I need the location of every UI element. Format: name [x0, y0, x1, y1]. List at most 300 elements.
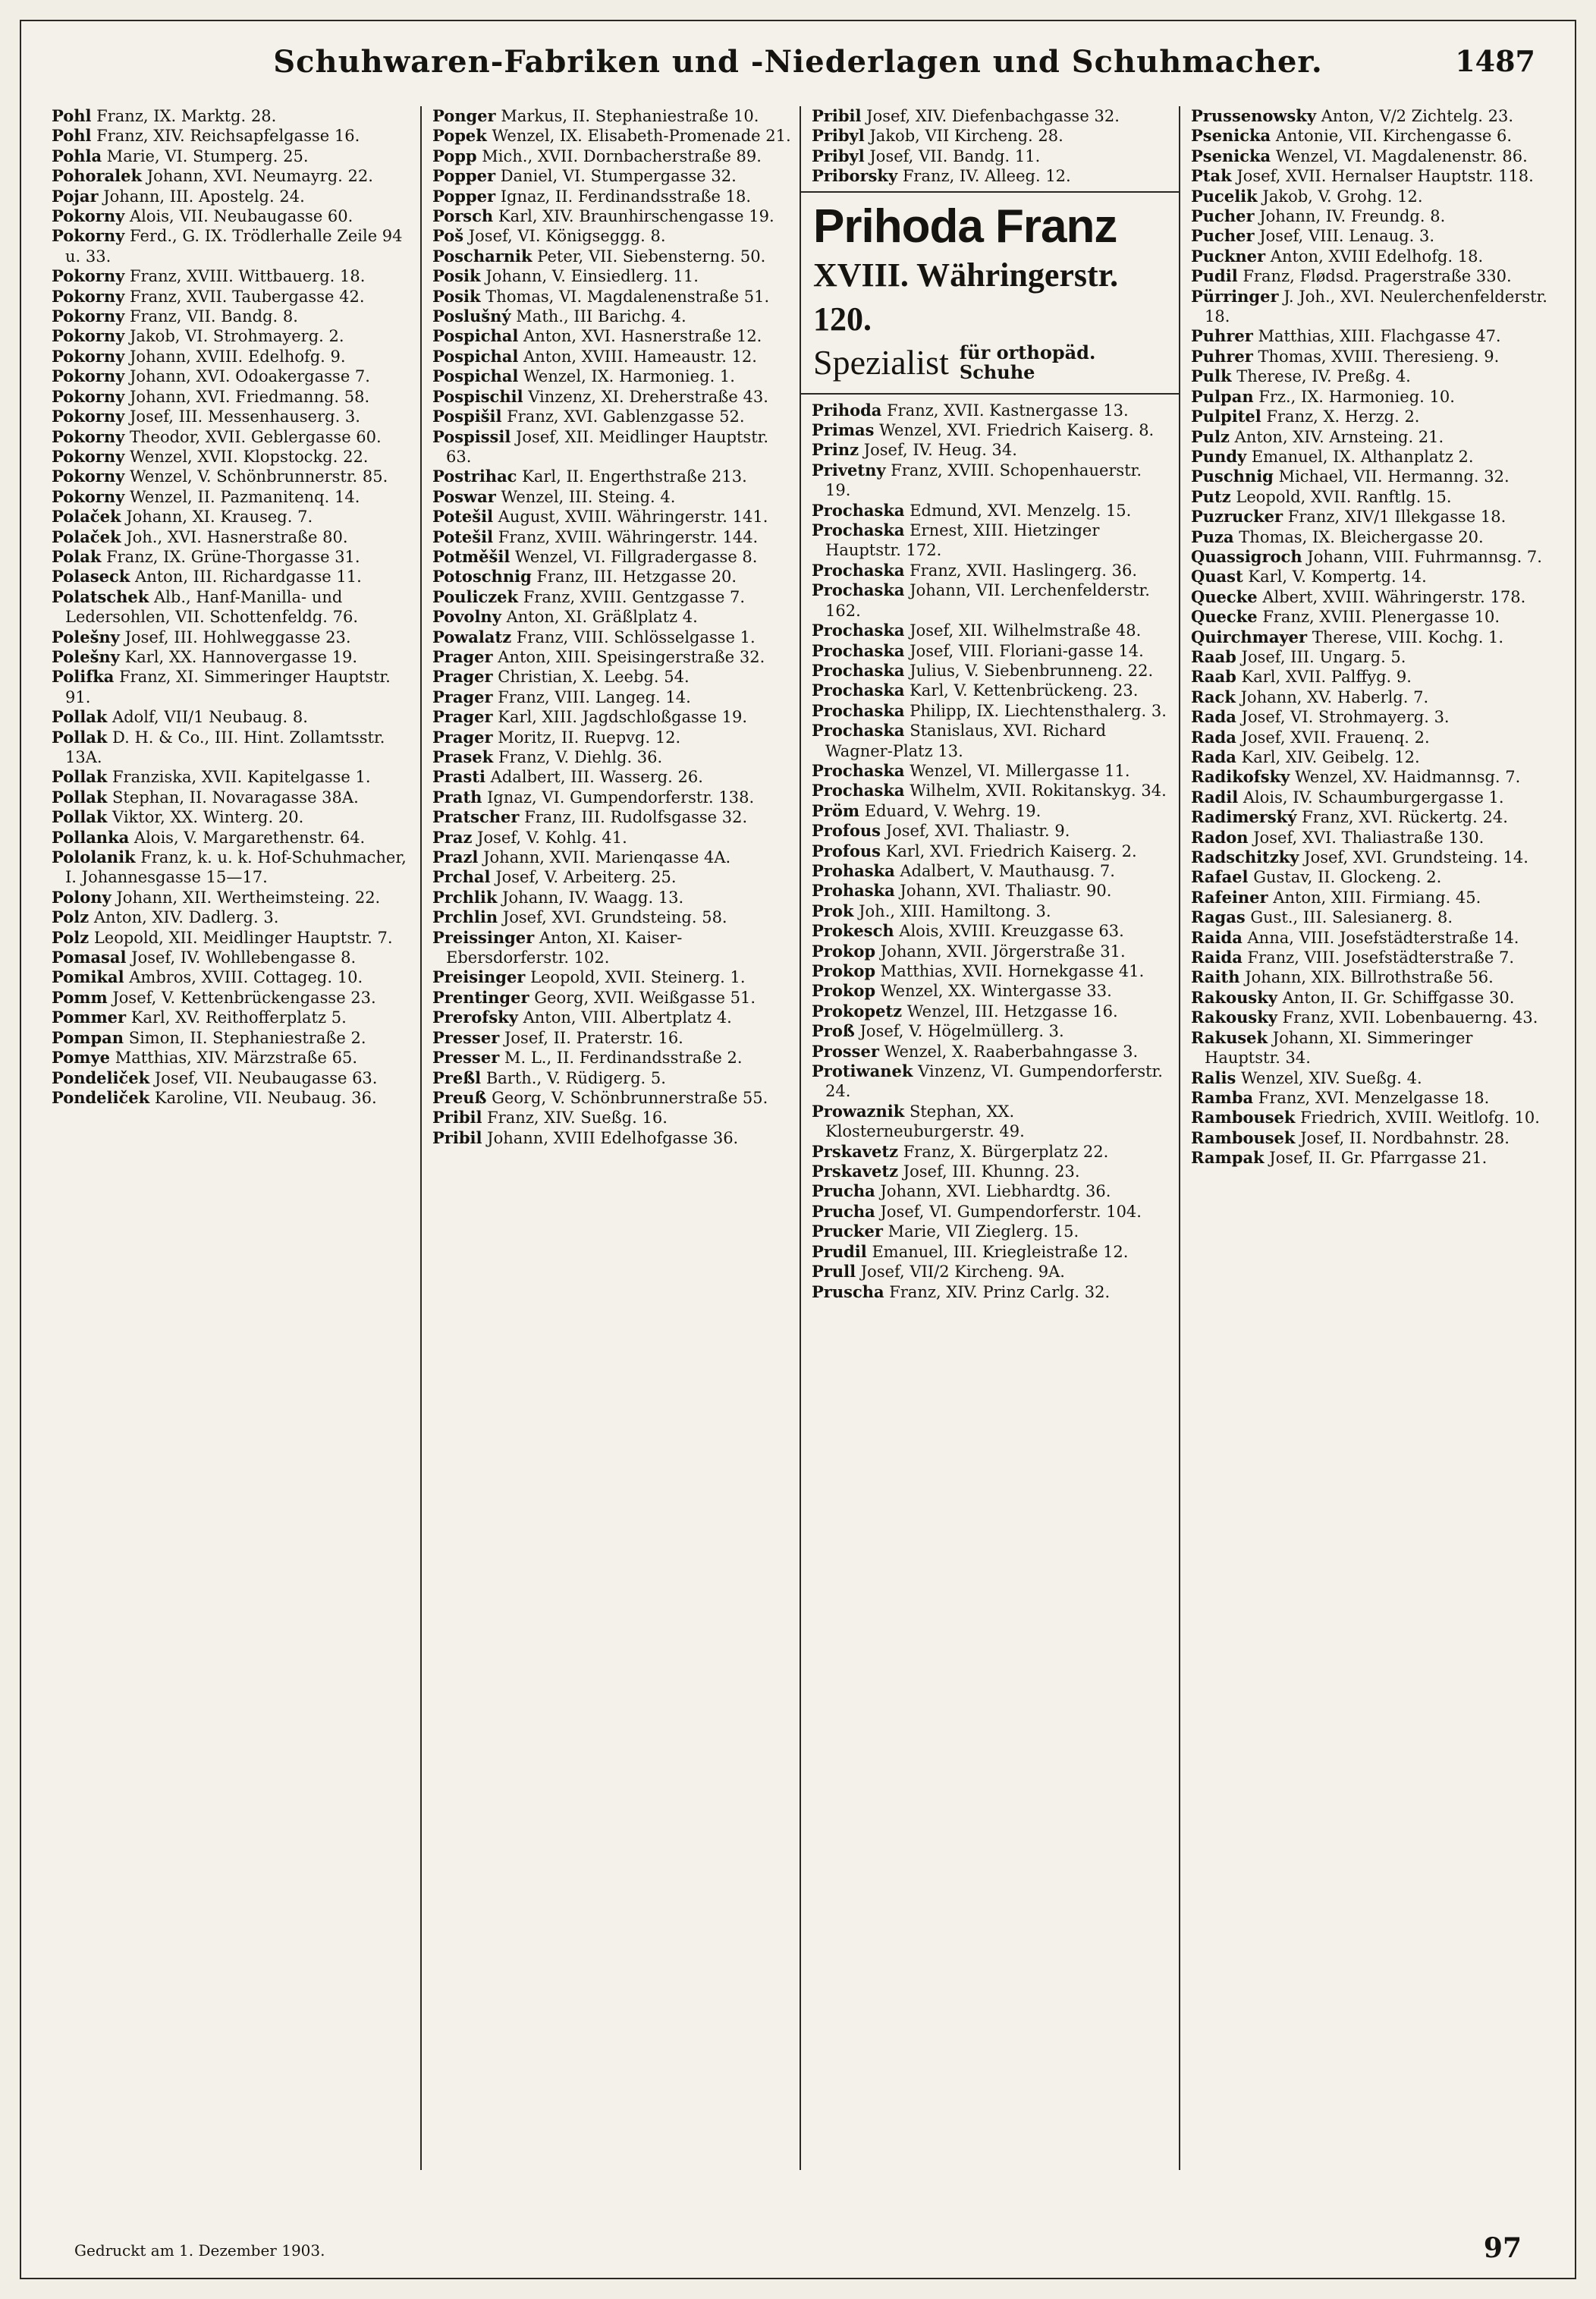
entry-details: Johann, VII. Lerchenfelderstr. 162. — [825, 581, 1150, 620]
entry-details: Math., III Barichg. 4. — [516, 307, 686, 326]
directory-entry — [52, 1088, 413, 1108]
entry-name: Prucha — [812, 1181, 875, 1201]
entry-details: Josef, IV. Wohllebengasse 8. — [131, 948, 357, 967]
entry-name: Pudil — [1191, 266, 1238, 286]
entry-name: Presser — [432, 1027, 500, 1047]
directory-entry — [1191, 266, 1550, 286]
directory-entry — [52, 146, 413, 166]
entry-name: Prochaska — [812, 721, 905, 741]
entry-details: Franz, XVI. Gablenzgasse 52. — [507, 407, 745, 426]
entry-name: Prokop — [812, 961, 876, 980]
directory-entry — [812, 1102, 1171, 1142]
entry-details: Josef, III. Khunng. 23. — [903, 1162, 1080, 1181]
directory-entry — [52, 427, 413, 447]
entry-details: Anton, III. Richardgasse 11. — [135, 568, 362, 587]
entry-details: Franz, VIII. Josefstädterstraße 7. — [1247, 948, 1515, 967]
entry-details: Alb., Hanf-Manilla- und Ledersohlen, VII. Schottenfeldg. 76. — [65, 587, 359, 627]
entry-details: Moritz, II. Ruepvg. 12. — [498, 728, 681, 747]
entry-details: Franz, XVIII. Schopenhauerstr. 19. — [825, 461, 1142, 500]
entry-details: Alois, V. Margarethenstr. 64. — [134, 828, 366, 847]
directory-entry — [1191, 467, 1550, 486]
entry-name: Prokesch — [812, 921, 894, 941]
entry-name: Prerofsky — [432, 1008, 518, 1027]
directory-entry — [52, 788, 413, 807]
directory-entry — [52, 988, 413, 1008]
directory-entry — [812, 881, 1171, 901]
entry-name: Prokop — [812, 981, 876, 1001]
entry-details: Julius, V. Siebenbrunneng. 22. — [910, 661, 1154, 680]
entry-details: August, XVIII. Währingerstr. 141. — [498, 508, 768, 527]
entry-details: Thomas, VI. Magdalenenstraße 51. — [485, 287, 770, 306]
entry-details: Franz, XVII. Lobenbauerng. 43. — [1282, 1008, 1538, 1027]
entry-details: Josef, IV. Heug. 34. — [863, 441, 1017, 460]
directory-entry — [432, 407, 792, 426]
directory-entry — [52, 567, 413, 587]
entry-details: Franz, VII. Bandg. 8. — [130, 307, 298, 326]
directory-entry — [432, 1108, 792, 1127]
entry-name: Raab — [1191, 646, 1236, 666]
entry-name: Pokorny — [52, 467, 125, 486]
directory-entry — [432, 326, 792, 346]
entry-details: Ernest, XIII. Hietzinger Hauptstr. 172. — [825, 521, 1100, 560]
entry-name: Puckner — [1191, 246, 1266, 266]
entry-name: Prochaska — [812, 681, 905, 700]
entry-details: Johann, XV. Haberlg. 7. — [1240, 687, 1429, 706]
directory-entry — [432, 527, 792, 547]
directory-entry — [432, 807, 792, 827]
entry-name: Prskavetz — [812, 1141, 899, 1161]
entry-details: Vinzenz, VI. Gumpendorferstr. 24. — [825, 1062, 1163, 1101]
directory-entry — [1191, 928, 1550, 948]
entry-name: Poswar — [432, 486, 496, 506]
entry-name: Prokop — [812, 941, 876, 961]
entry-name: Powalatz — [432, 627, 512, 646]
entry-details: Franz, XVII. Kastnergasse 13. — [887, 401, 1129, 420]
entry-name: Pokorny — [52, 407, 125, 426]
entry-details: Wilhelm, XVII. Rokitanskyg. 34. — [910, 782, 1167, 800]
entry-details: Peter, VII. Siebensterng. 50. — [537, 247, 766, 266]
entry-name: Prath — [432, 787, 482, 807]
directory-entry — [52, 907, 413, 927]
entry-name: Polaček — [52, 507, 121, 527]
entry-name: Prihoda — [812, 400, 882, 420]
entry-name: Profous — [812, 841, 881, 860]
entry-name: Quassigroch — [1191, 546, 1302, 566]
entry-name: Popper — [432, 186, 496, 206]
entry-details: Johann, III. Apostelg. 24. — [103, 187, 305, 206]
entry-details: Marie, VI. Stumperg. 25. — [106, 146, 309, 165]
directory-entry — [432, 146, 792, 166]
entry-name: Poslušný — [432, 307, 511, 326]
directory-entry — [1191, 1128, 1550, 1148]
directory-entry — [432, 547, 792, 567]
entry-details: Karl, XVII. Palffyg. 9. — [1241, 668, 1412, 687]
directory-entry — [812, 1002, 1171, 1021]
entry-name: Pollak — [52, 787, 108, 807]
entry-details: Johann, XVI. Friedmanng. 58. — [130, 387, 370, 406]
directory-entry — [432, 366, 792, 386]
entry-details: Therese, IV. Preßg. 4. — [1236, 367, 1411, 386]
entry-name: Radil — [1191, 787, 1239, 807]
entry-details: Anton, XI. Gräßlplatz 4. — [506, 608, 698, 627]
entry-name: Porsch — [432, 206, 494, 226]
entry-name: Rada — [1191, 707, 1236, 727]
entry-details: Josef, XVI. Thaliastraße 130. — [1253, 828, 1484, 847]
entry-name: Pololanik — [52, 848, 136, 867]
directory-entry — [1191, 747, 1550, 767]
entry-name: Pulk — [1191, 366, 1232, 386]
entry-name: Puschnig — [1191, 467, 1274, 486]
entry-details: Johann, XII. Wertheimsteing. 22. — [116, 888, 381, 907]
entry-name: Ponger — [432, 106, 496, 125]
entry-details: Viktor, XX. Winterg. 20. — [112, 808, 304, 827]
entry-name: Pomasal — [52, 948, 127, 967]
directory-entry — [1191, 187, 1550, 206]
entry-name: Pospišil — [432, 407, 502, 426]
directory-entry — [812, 126, 1171, 146]
entry-name: Pokorny — [52, 266, 125, 286]
directory-entry — [1191, 1108, 1550, 1127]
directory-entry — [1191, 948, 1550, 967]
entry-details: Johann, IV. Waagg. 13. — [502, 888, 684, 907]
directory-entry — [432, 307, 792, 326]
entry-details: Johann, XI. Simmeringer Hauptstr. 34. — [1205, 1028, 1473, 1068]
directory-entry — [432, 1028, 792, 1048]
directory-entry — [52, 266, 413, 286]
entry-details: Gustav, II. Glockeng. 2. — [1253, 868, 1442, 887]
entry-details: Wenzel, XVI. Friedrich Kaiserg. 8. — [879, 421, 1155, 440]
column-1 — [41, 106, 420, 2170]
entry-details: Josef, VI. Königseggg. 8. — [468, 227, 666, 246]
directory-entry — [432, 828, 792, 848]
entry-name: Rafael — [1191, 867, 1249, 887]
directory-entry — [1191, 667, 1550, 687]
entry-details: Karl, XVI. Friedrich Kaiserg. 2. — [885, 841, 1137, 860]
entry-details: Karl, XIV. Geibelg. 12. — [1241, 748, 1420, 766]
directory-entry — [52, 187, 413, 206]
directory-entry — [1191, 647, 1550, 667]
entry-name: Pulz — [1191, 426, 1230, 446]
directory-entry — [1191, 587, 1550, 607]
entry-details: Emanuel, IX. Althanplatz 2. — [1251, 447, 1474, 466]
directory-entry — [1191, 907, 1550, 927]
directory-entry — [432, 206, 792, 226]
entry-details: Alois, IV. Schaumburgergasse 1. — [1243, 788, 1504, 807]
entry-details: Franz, XVIII. Wittbauerg. 18. — [130, 267, 366, 286]
directory-entry — [1191, 1148, 1550, 1168]
entry-name: Ralis — [1191, 1068, 1236, 1087]
directory-entry — [432, 928, 792, 968]
directory-entry — [1191, 788, 1550, 807]
page-title: Schuhwaren-Fabriken und -Niederlagen und Schuhmacher. — [273, 44, 1323, 80]
entry-name: Pulpan — [1191, 386, 1254, 406]
entry-details: Karl, XX. Hannovergasse 19. — [124, 647, 358, 666]
directory-entry — [812, 681, 1171, 700]
entry-name: Pouliczek — [432, 587, 519, 606]
entry-name: Prochaska — [812, 700, 905, 720]
directory-entry — [812, 981, 1171, 1001]
entry-name: Pribil — [432, 1108, 482, 1127]
entry-name: Polaseck — [52, 567, 130, 587]
directory-entry — [1191, 547, 1550, 567]
entry-name: Pospissil — [432, 426, 511, 446]
ad-specialist-word: Spezialist — [813, 342, 949, 382]
entry-name: Quirchmayer — [1191, 627, 1308, 646]
column-4 — [1179, 106, 1558, 2170]
entry-name: Pokorny — [52, 346, 125, 366]
entry-details: Josef, V. Kohlg. 41. — [477, 828, 627, 847]
entry-name: Pokorny — [52, 226, 125, 246]
entry-details: Franz, VIII. Langeg. 14. — [498, 687, 691, 706]
entry-name: Prskavetz — [812, 1162, 899, 1181]
entry-details: Simon, II. Stephaniestraße 2. — [128, 1028, 366, 1047]
directory-entry — [432, 988, 792, 1008]
entry-details: Johann, XVI. Liebhardtg. 36. — [880, 1182, 1111, 1201]
directory-entry — [812, 146, 1171, 166]
directory-entry — [1191, 1008, 1550, 1027]
print-date: Gedruckt am 1. Dezember 1903. — [74, 2241, 325, 2260]
directory-entry — [812, 901, 1171, 921]
directory-entry — [52, 1068, 413, 1088]
directory-entry — [52, 848, 413, 888]
directory-entry — [52, 166, 413, 186]
entry-details: Friedrich, XVIII. Weitlofg. 10. — [1300, 1109, 1540, 1127]
entry-details: Josef, XVI. Grundsteing. 14. — [1304, 848, 1528, 867]
entry-details: Johann, XIX. Billrothstraße 56. — [1245, 968, 1494, 987]
directory-entry — [812, 461, 1171, 501]
directory-entry — [52, 948, 413, 967]
entry-name: Pompan — [52, 1027, 124, 1047]
entry-details: Theodor, XVII. Geblergasse 60. — [130, 427, 382, 446]
entry-name: Prager — [432, 707, 493, 727]
entry-details: Jakob, VI. Strohmayerg. 2. — [130, 327, 344, 346]
directory-entry — [52, 527, 413, 547]
entry-name: Pucher — [1191, 226, 1255, 246]
directory-entry — [1191, 347, 1550, 366]
directory-entry — [432, 848, 792, 867]
directory-entry — [432, 967, 792, 987]
entry-name: Pomm — [52, 987, 108, 1007]
entry-details: Stephan, XX. Klosterneuburgerstr. 49. — [825, 1102, 1025, 1141]
directory-entry — [1191, 707, 1550, 727]
entry-details: Anton, VIII. Albertplatz 4. — [523, 1008, 732, 1027]
entry-details: Alois, XVIII. Kreuzgasse 63. — [899, 922, 1124, 941]
directory-entry — [432, 888, 792, 907]
directory-entry — [432, 607, 792, 627]
directory-entry — [432, 187, 792, 206]
entry-name: Potešil — [432, 527, 494, 546]
entry-name: Prasti — [432, 767, 485, 787]
entry-details: Antonie, VII. Kirchengasse 6. — [1275, 127, 1513, 146]
entry-name: Rakusek — [1191, 1027, 1268, 1047]
entry-details: Josef, XVI. Grundsteing. 58. — [502, 908, 727, 927]
entry-details: Wenzel, XVII. Klopstockg. 22. — [130, 447, 369, 466]
directory-entry — [52, 206, 413, 226]
entry-name: Polatschek — [52, 587, 149, 606]
entry-details: Anton, XVIII. Hameaustr. 12. — [523, 347, 757, 366]
entry-details: Christian, X. Leebg. 54. — [498, 668, 690, 687]
entry-details: Josef, XVII. Frauenq. 2. — [1241, 728, 1430, 747]
directory-entry — [1191, 166, 1550, 186]
entry-details: Ferd., G. IX. Trödlerhalle Zeile 94 u. 33. — [65, 227, 403, 266]
ad-specialty — [813, 341, 1170, 384]
entry-name: Povolny — [432, 607, 501, 627]
entry-name: Psenicka — [1191, 126, 1271, 146]
entry-name: Prosser — [812, 1041, 879, 1061]
entry-details: Mich., XVII. Dornbacherstraße 89. — [482, 146, 762, 165]
entry-details: Anton, XIV. Arnsteing. 21. — [1234, 427, 1444, 446]
directory-entry — [812, 1061, 1171, 1102]
entry-name: Prinz — [812, 440, 859, 460]
entry-details: Josef, V. Högelmüllerg. 3. — [859, 1022, 1064, 1041]
directory-entry — [812, 1222, 1171, 1241]
directory-entry — [812, 420, 1171, 440]
directory-entry — [432, 266, 792, 286]
entry-details: Anton, II. Gr. Schiffgasse 30. — [1282, 988, 1515, 1007]
entry-name: Prochaska — [812, 781, 905, 800]
directory-entry — [52, 967, 413, 987]
entry-details: Franz, XVI. Rückertg. 24. — [1302, 808, 1508, 827]
column-3-top-entries — [812, 106, 1171, 187]
entry-details: Josef, VI. Gumpendorferstr. 104. — [880, 1202, 1142, 1221]
entry-name: Ragas — [1191, 907, 1246, 927]
entry-name: Pokorny — [52, 366, 125, 386]
entry-name: Pulpitel — [1191, 407, 1261, 426]
entry-name: Prohaska — [812, 881, 895, 901]
entry-name: Rack — [1191, 687, 1236, 706]
entry-details: Wenzel, II. Pazmanitenq. 14. — [130, 487, 360, 506]
directory-entry — [1191, 767, 1550, 787]
entry-details: Johann, XVII. Marienqasse 4A. — [483, 848, 731, 867]
directory-entry — [432, 707, 792, 727]
entry-details: Alois, VII. Neubaugasse 60. — [130, 207, 353, 226]
entry-details: Wenzel, VI. Magdalenenstr. 86. — [1275, 146, 1528, 165]
entry-name: Pokorny — [52, 307, 125, 326]
directory-entry — [1191, 366, 1550, 386]
entry-name: Puhrer — [1191, 346, 1253, 366]
directory-entry — [812, 520, 1171, 561]
entry-name: Rampak — [1191, 1148, 1265, 1168]
entry-name: Potměšil — [432, 546, 511, 566]
directory-entry — [1191, 687, 1550, 707]
directory-entry — [1191, 567, 1550, 587]
entry-name: Pokorny — [52, 446, 125, 466]
entry-name: Puhrer — [1191, 326, 1253, 346]
directory-entry — [432, 747, 792, 767]
directory-entry — [432, 507, 792, 527]
directory-entry — [432, 907, 792, 927]
directory-entry — [812, 921, 1171, 941]
entry-details: Jakob, V. Grohg. 12. — [1262, 187, 1423, 206]
entry-name: Pokorny — [52, 326, 125, 346]
column-2 — [420, 106, 800, 2170]
entry-name: Privetny — [812, 460, 886, 480]
directory-entry — [432, 247, 792, 266]
directory-entry — [812, 401, 1171, 420]
entry-name: Prasek — [432, 747, 494, 766]
entry-details: Anton, XIII. Firmiang. 45. — [1273, 888, 1481, 907]
entry-name: Rada — [1191, 747, 1236, 766]
directory-entry — [52, 487, 413, 507]
directory-entry — [52, 387, 413, 407]
entry-name: Pollak — [52, 707, 108, 727]
entry-details: Johann, XVI. Thaliastr. 90. — [900, 882, 1112, 901]
directory-entry — [52, 366, 413, 386]
entry-details: Josef, II. Gr. Pfarrgasse 21. — [1269, 1149, 1488, 1168]
entry-name: Pollak — [52, 807, 108, 827]
entry-details: Wenzel, X. Raaberbahngasse 3. — [884, 1042, 1139, 1061]
entry-name: Radon — [1191, 827, 1249, 847]
entry-name: Postrihac — [432, 467, 517, 486]
entry-details: Josef, VIII. Lenaug. 3. — [1259, 227, 1435, 246]
entry-name: Pokorny — [52, 486, 125, 506]
entry-details: Daniel, VI. Stumpergasse 32. — [500, 167, 737, 186]
directory-entry — [812, 621, 1171, 640]
entry-name: Prager — [432, 727, 493, 747]
directory-entry — [812, 501, 1171, 520]
entry-details: Barth., V. Rüdigerg. 5. — [485, 1068, 666, 1087]
entry-name: Praz — [432, 827, 473, 847]
advertisement-box — [801, 191, 1179, 395]
entry-details: Franz, III. Hetzgasse 20. — [536, 568, 737, 587]
entry-name: Pokorny — [52, 286, 125, 306]
entry-details: Josef, III. Messenhauserg. 3. — [130, 407, 360, 426]
entry-details: Franz, XIV. Reichsapfelgasse 16. — [96, 127, 360, 146]
directory-entry — [1191, 507, 1550, 527]
entry-name: Putz — [1191, 486, 1231, 506]
entry-name: Posik — [432, 286, 481, 306]
entry-details: Eduard, V. Wehrg. 19. — [864, 801, 1041, 820]
directory-entry — [812, 721, 1171, 761]
entry-name: Preissinger — [432, 927, 535, 947]
entry-details: Joh., XIII. Hamiltong. 3. — [859, 901, 1051, 920]
directory-entry — [812, 561, 1171, 580]
directory-entry — [52, 888, 413, 907]
entry-name: Prok — [812, 901, 854, 920]
entry-details: Anton, XIII. Speisingerstraße 32. — [498, 647, 765, 666]
entry-details: Franz, XVII. Taubergasse 42. — [130, 287, 365, 306]
entry-name: Pribyl — [812, 126, 865, 146]
ad-specialty-text: für orthopäd. Schuhe — [959, 341, 1096, 383]
entry-details: Matthias, XIV. Märzstraße 65. — [115, 1049, 358, 1068]
entry-name: Pondeliček — [52, 1068, 150, 1087]
directory-entry — [1191, 326, 1550, 346]
entry-details: Wenzel, VI. Fillgradergasse 8. — [514, 547, 758, 566]
directory-entry — [52, 667, 413, 707]
entry-name: Puzrucker — [1191, 507, 1283, 527]
entry-name: Popper — [432, 166, 496, 186]
directory-entry — [432, 867, 792, 887]
entry-name: Pohl — [52, 126, 92, 146]
directory-entry — [52, 828, 413, 848]
entry-name: Prchlin — [432, 907, 498, 927]
directory-entry — [52, 767, 413, 787]
entry-details: Adolf, VII/1 Neubaug. 8. — [112, 708, 308, 727]
directory-entry — [432, 427, 792, 467]
column-3-entries — [812, 401, 1171, 1302]
entry-details: Franz, IX. Marktg. 28. — [96, 107, 277, 125]
directory-entry — [432, 767, 792, 787]
directory-entry — [432, 287, 792, 307]
entry-details: Franz, VIII. Schlösselgasse 1. — [516, 627, 756, 646]
entry-details: Josef, V. Arbeiterg. 25. — [495, 868, 677, 887]
directory-entry — [1191, 1068, 1550, 1088]
entry-details: Josef, XIV. Diefenbachgasse 32. — [866, 107, 1120, 125]
directory-entry — [1191, 407, 1550, 426]
entry-details: D. H. & Co., III. Hint. Zollamtsstr. 13A. — [65, 728, 385, 766]
entry-name: Pröm — [812, 800, 860, 820]
entry-details: Josef, VI. Strohmayerg. 3. — [1241, 708, 1450, 727]
